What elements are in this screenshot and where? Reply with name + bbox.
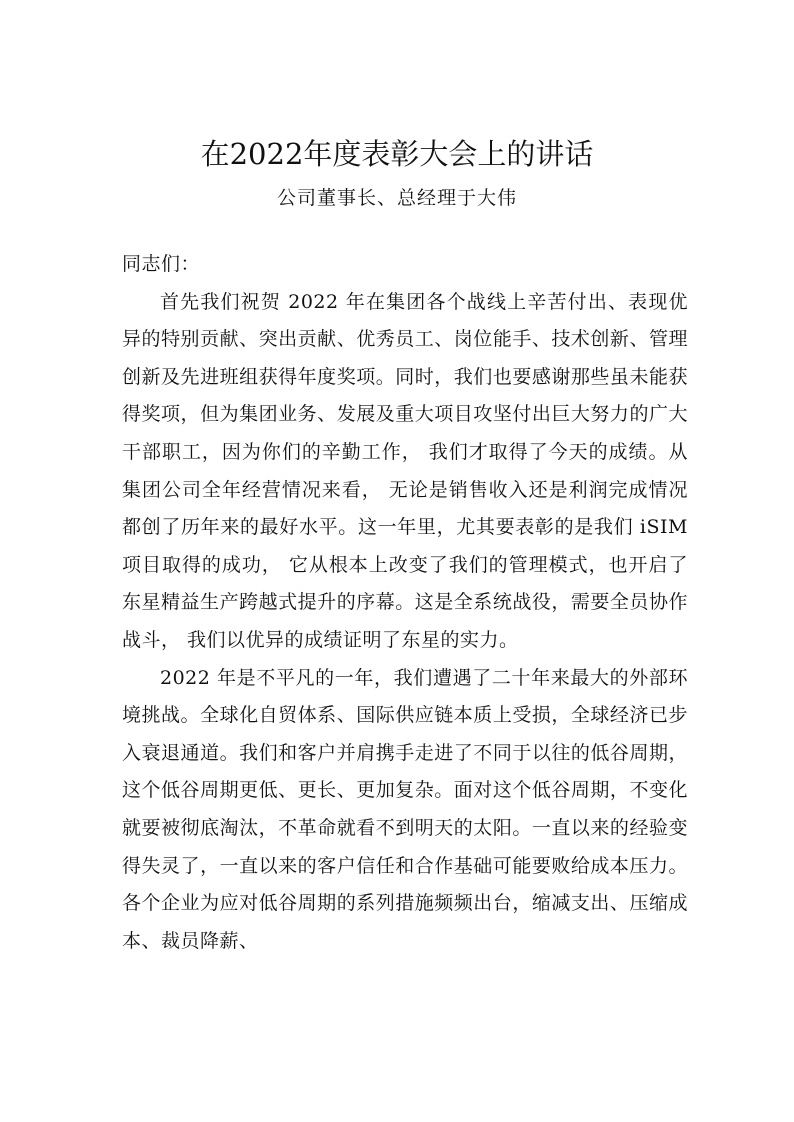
document-title: 在2022年度表彰大会上的讲话 [200,137,594,171]
paragraph-2: 2022 年是不平凡的一年，我们遭遇了二十年来最大的外部环境挑战。全球化自贸体系、国际供应链本质上受损，全球经济已步入衰退通道。我们和客户并肩携手走进了不同于以往的低谷周期，这个低谷周期更低、更长、更加复杂。面对这个低谷周期，不变化就要被彻底淘汰，不革命就看不到明天的太阳。一直以来的经验变得失灵了，一直以来的客户信任和合作基础可能要败给成本压力。各个企业为应对低谷周期的系列措施频频出台，缩减支出、压缩成本、裁员降薪、 [122,666,688,952]
paragraph-1: 首先我们祝贺 2022 年在集团各个战线上辛苦付出、表现优异的特别贡献、突出贡献、优秀员工、岗位能手、技术创新、管理创新及先进班组获得年度奖项。同时，我们也要感谢那些虽未能获得奖项，但为集团业务、发展及重大项目攻坚付出巨大努力的广大干部职工，因为你们的辛勤工作， 我们才取得了今天的成绩。从集团公司全年经营情况来看， 无论是销售收入还是利润完成情况都创了历年来的最好水平。这一年里，尤其要表彰的是我们 iSIM 项目取得的成功， 它从根本上改变了我们的管理模式，也开启了东星精益生产跨越式提升的序幕。这是全系统战役，需要全员协作战斗， 我们以优异的成绩证明了东星的实力。 [122,290,688,651]
greeting: 同志们： [122,253,201,275]
speech-body [122,246,688,960]
speaker-line: 公司董事长、总经理于大伟 [276,187,517,209]
